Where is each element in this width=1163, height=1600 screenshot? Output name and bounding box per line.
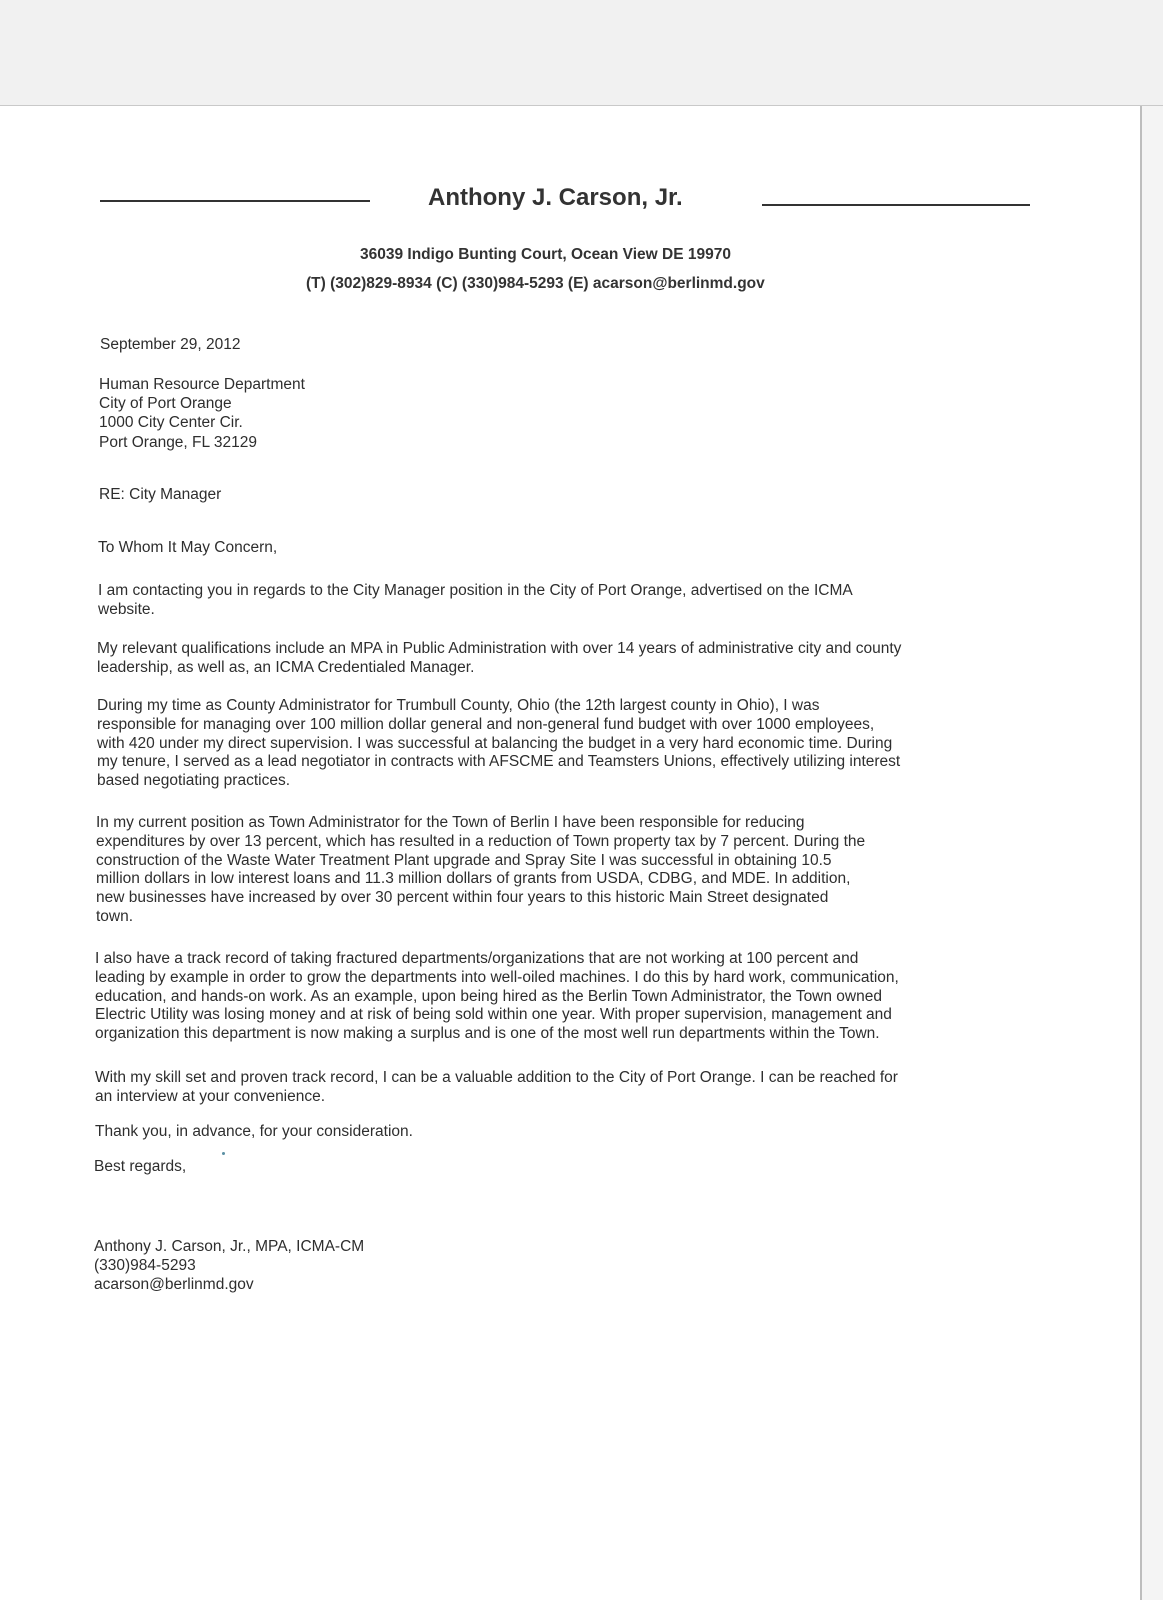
subject-line: RE: City Manager: [99, 486, 222, 503]
letterhead-address: 36039 Indigo Bunting Court, Ocean View DE 19970: [360, 246, 731, 263]
paragraph-line: My relevant qualifications include an MPA in Public Administration with over 14 years of administrative city and county: [97, 640, 902, 657]
thank-you-line: Thank you, in advance, for your consideration.: [95, 1123, 413, 1140]
paragraph-line: million dollars in low interest loans and 11.3 million dollars of grants from USDA, CDBG, and MDE. In addition,: [96, 870, 851, 888]
paragraph-line: my tenure, I served as a lead negotiator in contracts with AFSCME and Teamsters Unions, effectively utilizing interest: [97, 753, 901, 771]
letterhead-rule-left: [100, 200, 370, 202]
paragraph-line: organization this department is now making a surplus and is one of the most well run departments within the Town.: [95, 1025, 880, 1043]
paragraph-line: website.: [98, 600, 155, 618]
paragraph-line: town.: [96, 907, 134, 925]
paragraph-line: responsible for managing over 100 million dollar general and non-general fund budget with over 1000 employees,: [97, 715, 875, 733]
paragraph-line: leadership, as well as, an ICMA Credentialed Manager.: [97, 658, 475, 676]
recipient-line: 1000 City Center Cir.: [99, 414, 243, 431]
paragraph-line: In my current position as Town Administrator for the Town of Berlin I have been responsible for reducing: [96, 814, 805, 831]
paragraph-line: new businesses have increased by over 30 percent within four years to this historic Main Street designated: [96, 889, 829, 907]
salutation: To Whom It May Concern,: [98, 539, 278, 556]
recipient-line: Human Resource Department: [99, 376, 305, 393]
paragraph-6: [95, 1069, 1015, 1107]
signature-phone: (330)984-5293: [94, 1257, 196, 1274]
paragraph-line: During my time as County Administrator for Trumbull County, Ohio (the 12th largest county in Ohio), I was: [97, 697, 820, 714]
signature-email: acarson@berlinmd.gov: [94, 1276, 254, 1293]
signature-name: Anthony J. Carson, Jr., MPA, ICMA-CM: [94, 1238, 365, 1255]
paragraph-line: I also have a track record of taking fractured departments/organizations that are not working at 100 percent and: [95, 950, 859, 967]
letterhead-contact: (T) (302)829-8934 (C) (330)984-5293 (E) acarson@berlinmd.gov: [306, 275, 765, 292]
paragraph-line: Electric Utility was losing money and at risk of being sold within one year. With proper supervision, management and: [95, 1006, 892, 1024]
paragraph-5: [95, 950, 1015, 1044]
recipient-line: Port Orange, FL 32129: [99, 434, 257, 451]
scanner-background: [0, 0, 1163, 106]
paragraph-line: With my skill set and proven track record, I can be a valuable addition to the City of Port Orange. I can be reached for: [95, 1069, 898, 1086]
paragraph-2: [97, 640, 1017, 678]
letter-date: September 29, 2012: [100, 336, 241, 353]
paragraph-line: education, and hands-on work. As an example, upon being hired as the Berlin Town Administrator, the Town owned: [95, 987, 882, 1005]
paragraph-3: [97, 697, 1017, 791]
recipient-line: City of Port Orange: [99, 395, 232, 412]
paragraph-line: with 420 under my direct supervision. I was successful at balancing the budget in a very hard economic time. During: [97, 734, 893, 752]
paragraph-line: based negotiating practices.: [97, 772, 291, 790]
letterhead-rule-right: [762, 204, 1030, 206]
paragraph-line: an interview at your convenience.: [95, 1087, 326, 1105]
paragraph-1: [98, 582, 1018, 620]
paragraph-4: [96, 814, 1016, 927]
paragraph-line: I am contacting you in regards to the City Manager position in the City of Port Orange, advertised on the ICMA: [98, 582, 853, 599]
scan-speck: [222, 1152, 225, 1155]
paragraph-line: leading by example in order to grow the departments into well-oiled machines. I do this by hard work, communication,: [95, 968, 899, 986]
paragraph-line: expenditures by over 13 percent, which has resulted in a reduction of Town property tax by 7 percent. During the: [96, 832, 866, 850]
paragraph-line: construction of the Waste Water Treatment Plant upgrade and Spray Site I was successful in obtaining 10.5: [96, 851, 832, 869]
closing: Best regards,: [94, 1158, 187, 1175]
letterhead-name: Anthony J. Carson, Jr.: [428, 184, 683, 211]
